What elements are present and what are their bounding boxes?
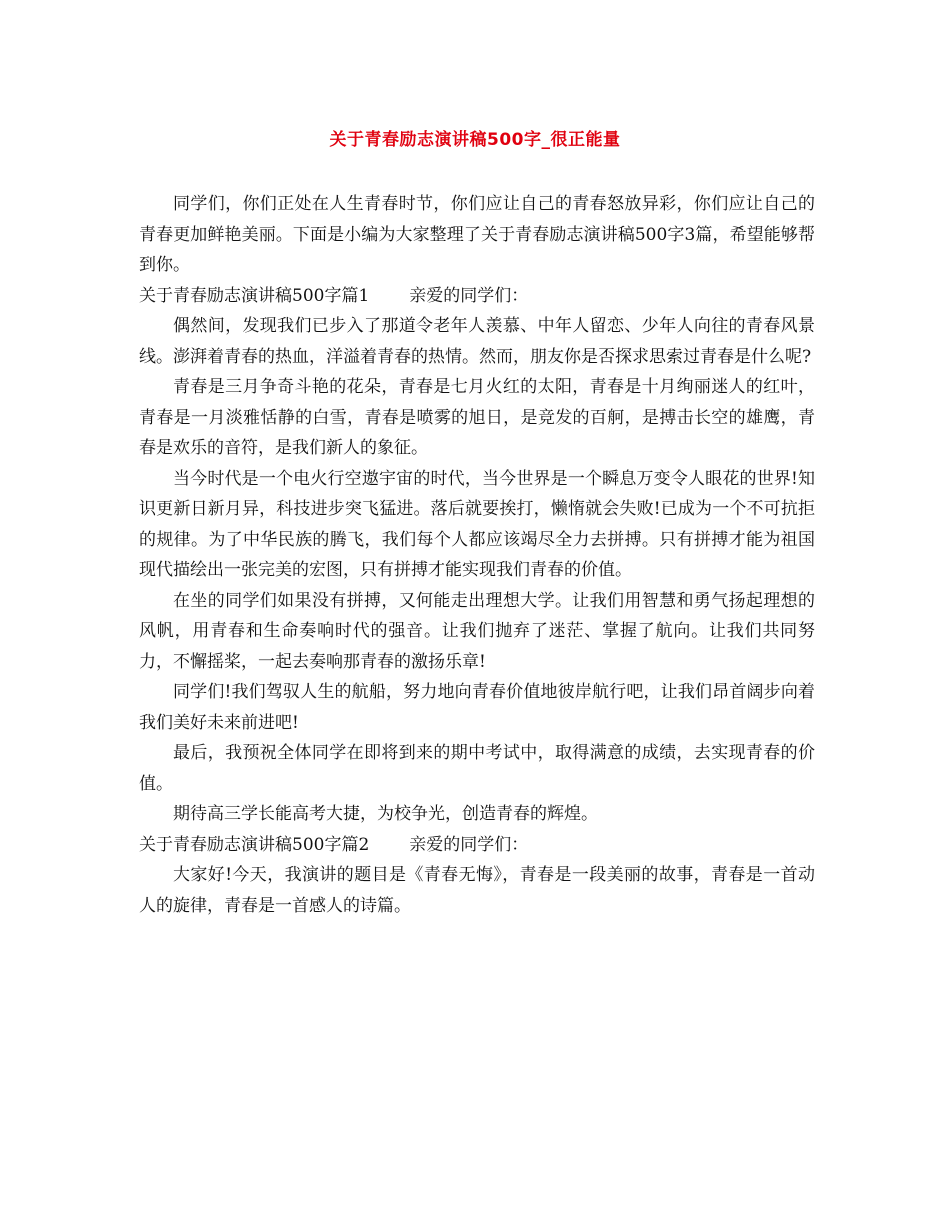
paragraph: 大家好!今天，我演讲的题目是《青春无悔》，青春是一段美丽的故事，青春是一首动人的旋律，青春是一首感人的诗篇。 [139, 865, 815, 916]
document-body [139, 189, 815, 921]
paragraph: 当今时代是一个电火行空遨宇宙的时代，当今世界是一个瞬息万变令人眼花的世界!知识更新日新月异，科技进步突飞猛进。落后就要挨打，懒惰就会失败!已成为一个不可抗拒的规律。为了中华民族的腾飞，我们每个人都应该竭尽全力去拼搏。只有拼搏才能为祖国现代描绘出一张完美的宏图，只有拼搏才能实现我们青春的价值。 [139, 468, 815, 580]
greeting: 亲爱的同学们： [409, 285, 529, 306]
paragraph: 在坐的同学们如果没有拼搏，又何能走出理想大学。让我们用智慧和勇气扬起理想的风帆，用青春和生命奏响时代的强音。让我们抛弃了迷茫、掌握了航向。让我们共同努力，不懈摇桨，一起去奏响那青春的激扬乐章! [139, 590, 815, 672]
greeting: 亲爱的同学们： [409, 834, 529, 855]
document-title: 关于青春励志演讲稿500字_很正能量 [329, 130, 621, 150]
section-title: 关于青春励志演讲稿500字篇1 [139, 285, 370, 306]
paragraph: 偶然间，发现我们已步入了那道令老年人羡慕、中年人留恋、少年人向往的青春风景线。澎湃着青春的热血，洋溢着青春的热情。然而，朋友你是否探求思索过青春是什么呢? [139, 316, 815, 367]
intro-paragraph: 同学们，你们正处在人生青春时节，你们应让自己的青春怒放异彩，你们应让自己的青春更加鲜艳美丽。下面是小编为大家整理了关于青春励志演讲稿500字3篇，希望能够帮到你。 [139, 194, 815, 275]
section-title: 关于青春励志演讲稿500字篇2 [139, 834, 370, 855]
section-heading-2 [139, 830, 815, 861]
paragraph: 青春是三月争奇斗艳的花朵，青春是七月火红的太阳，青春是十月绚丽迷人的红叶，青春是一月淡雅恬静的白雪，青春是喷雾的旭日，是竞发的百舸，是搏击长空的雄鹰，青春是欢乐的音符，是我们新人的象征。 [139, 377, 815, 458]
paragraph: 同学们!我们驾驭人生的航船，努力地向青春价值地彼岸航行吧，让我们昂首阔步向着我们美好未来前进吧! [139, 682, 815, 733]
paragraph: 期待高三学长能高考大捷，为校争光，创造青春的辉煌。 [173, 804, 598, 824]
paragraph: 最后，我预祝全体同学在即将到来的期中考试中，取得满意的成绩，去实现青春的价值。 [139, 743, 815, 794]
section-heading-1 [139, 281, 815, 312]
